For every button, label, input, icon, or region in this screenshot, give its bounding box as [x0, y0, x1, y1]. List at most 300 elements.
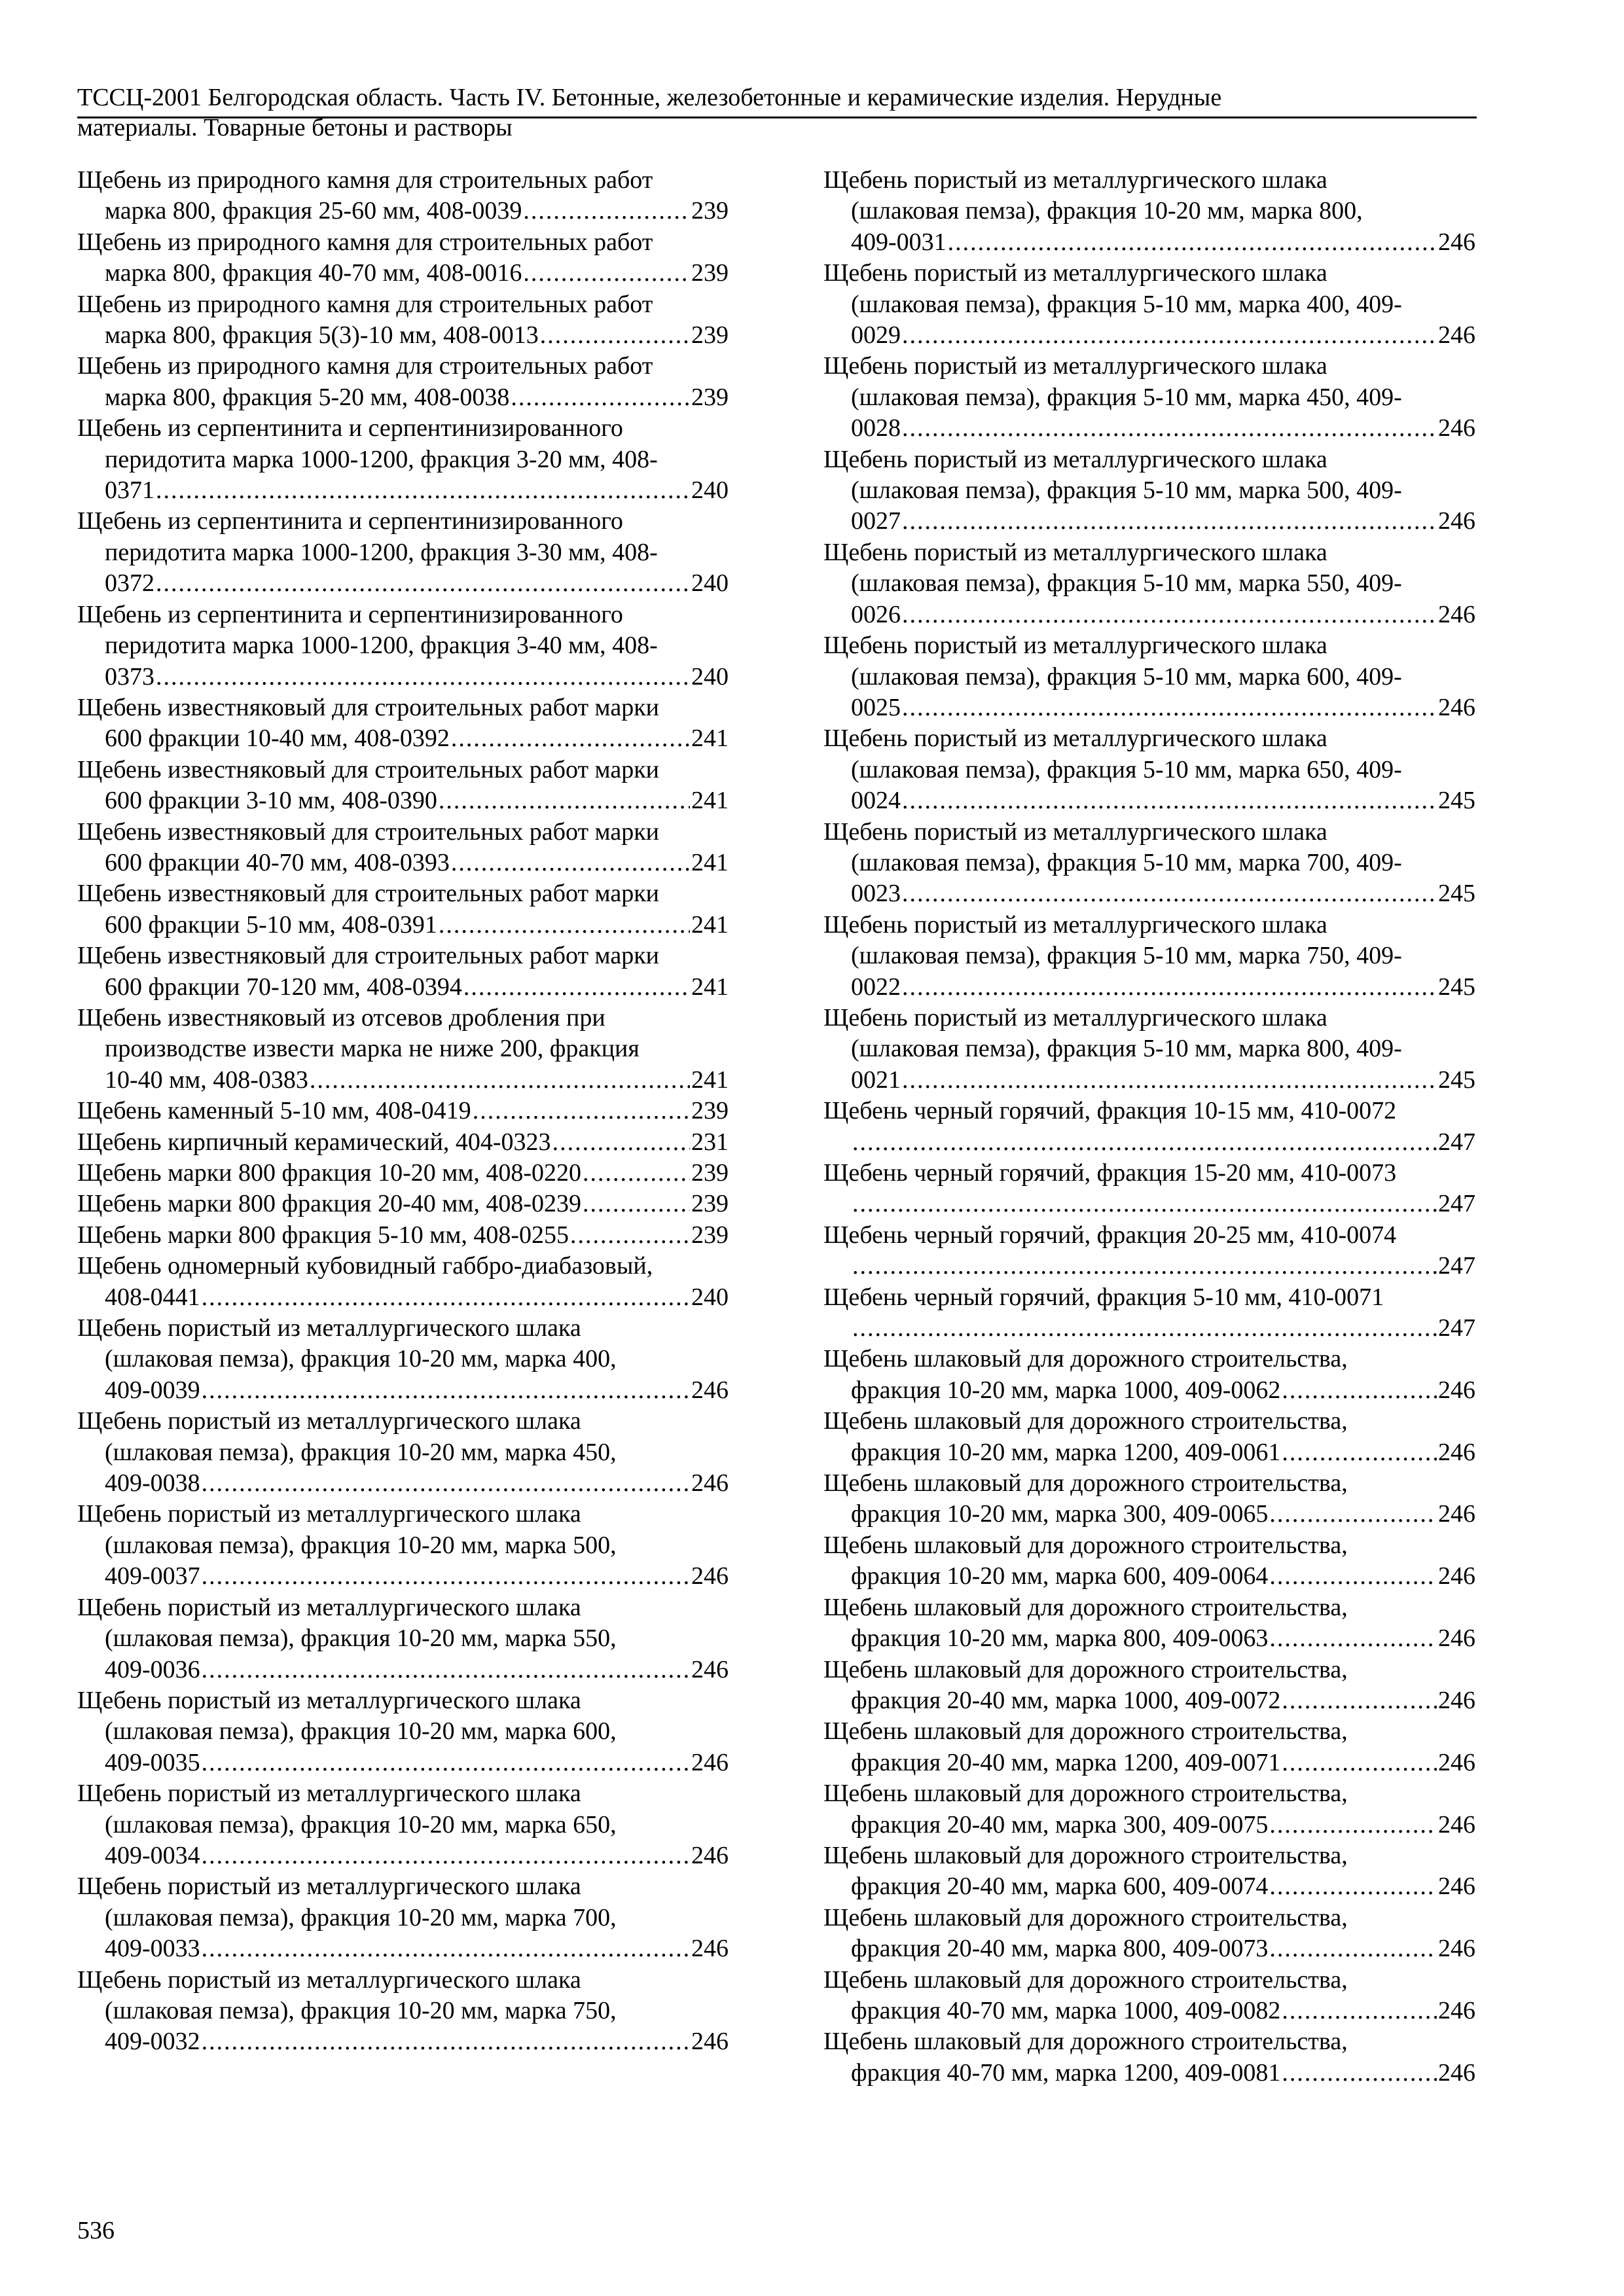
index-entry	[77, 692, 729, 755]
entry-text: 409-0031	[851, 228, 947, 256]
index-entry	[77, 227, 729, 289]
index-entry	[77, 506, 729, 599]
entry-text-line: (шлаковая пемза), фракция 10-20 мм, марка 450,	[105, 1438, 617, 1466]
entry-text: 0029	[851, 321, 901, 350]
entry-text-line: Щебень шлаковый для дорожного строительства,	[823, 1717, 1348, 1746]
entry-text: Щебень кирпичный керамический, 404-0323	[77, 1128, 551, 1156]
entry-text-line: Щебень из серпентинита и серпентинизированного	[77, 507, 623, 535]
page-reference: 246	[1438, 507, 1475, 535]
running-header	[77, 82, 1475, 143]
dot-leader	[511, 382, 690, 413]
page-reference: 241	[691, 787, 729, 815]
index-entry	[77, 1158, 729, 1189]
entry-text-line: Щебень из серпентинита и серпентинизированного	[77, 414, 623, 442]
entry-text: 600 фракции 40-70 мм, 408-0393	[105, 848, 450, 876]
entry-text-line: (шлаковая пемза), фракция 10-20 мм, марка 800,	[851, 197, 1363, 225]
index-entry	[77, 817, 729, 879]
entry-text: фракция 10-20 мм, марка 1000, 409-0062	[851, 1376, 1281, 1404]
entry-text: 409-0037	[105, 1562, 200, 1590]
dot-leader	[439, 785, 690, 816]
entry-text-line: Щебень пористый из металлургического шлака	[77, 1593, 581, 1621]
page-reference: 231	[691, 1128, 729, 1156]
index-entry	[823, 1406, 1475, 1468]
entry-text-line: Щебень черный горячий, фракция 10-15 мм, 410-0072	[823, 1097, 1397, 1125]
page-reference: 246	[691, 2028, 729, 2056]
entry-last-line	[851, 1189, 1475, 1219]
page-reference: 240	[691, 476, 729, 505]
entry-text-line: Щебень черный горячий, фракция 15-20 мм, 410-0073	[823, 1159, 1397, 1187]
entry-last-line	[851, 1561, 1475, 1592]
entry-last-line	[851, 600, 1475, 630]
index-entry	[77, 165, 729, 227]
entry-text: фракция 10-20 мм, марка 600, 409-0064	[851, 1562, 1269, 1590]
page-reference: 246	[1438, 1686, 1475, 1714]
page-reference: 246	[1438, 693, 1475, 721]
entry-text: 408-0441	[105, 1283, 200, 1311]
index-entry	[77, 1965, 729, 2058]
index-entry	[823, 1716, 1475, 1778]
entry-text: Щебень каменный 5-10 мм, 408-0419	[77, 1097, 471, 1125]
dot-leader	[1282, 2058, 1437, 2089]
dot-leader	[1282, 1375, 1437, 1406]
entry-last-line	[851, 1375, 1475, 1406]
entry-text-line: Щебень из природного камня для строительных работ	[77, 290, 653, 318]
entry-last-line	[105, 382, 729, 413]
entry-last-line	[105, 1748, 729, 1778]
index-entry	[77, 1251, 729, 1313]
dot-leader	[902, 972, 1437, 1003]
entry-text: 409-0033	[105, 1935, 200, 1963]
entry-text-line: Щебень черный горячий, фракция 20-25 мм, 410-0074	[823, 1221, 1397, 1249]
entry-last-line	[77, 1189, 729, 1219]
entry-text-line: Щебень шлаковый для дорожного строительства,	[823, 1841, 1348, 1869]
page-reference: 239	[691, 1221, 729, 1249]
index-entry	[823, 2026, 1475, 2089]
entry-last-line	[851, 1871, 1475, 1902]
entry-last-line	[105, 785, 729, 816]
dot-leader	[202, 1282, 690, 1313]
index-column-left	[77, 165, 729, 2058]
entry-text-line: Щебень известняковый для строительных работ марки	[77, 693, 660, 721]
index-entry	[77, 1871, 729, 1964]
entry-text-line: Щебень пористый из металлургического шлака	[823, 1003, 1327, 1031]
entry-last-line	[105, 568, 729, 599]
entry-last-line	[851, 1748, 1475, 1778]
entry-text-line: (шлаковая пемза), фракция 5-10 мм, марка 650, 409-	[851, 755, 1402, 783]
dot-leader	[310, 1065, 690, 1096]
entry-text: фракция 10-20 мм, марка 1200, 409-0061	[851, 1438, 1281, 1466]
page-reference: 246	[1438, 1810, 1475, 1839]
page-reference: 246	[1438, 414, 1475, 442]
entry-text: 0028	[851, 414, 901, 442]
entry-text-line: перидотита марка 1000-1200, фракция 3-30 мм, 408-	[105, 538, 658, 566]
dot-leader	[451, 848, 690, 878]
entry-last-line	[105, 972, 729, 1003]
index-entry	[823, 165, 1475, 258]
dot-leader	[902, 413, 1437, 444]
entry-text-line: (шлаковая пемза), фракция 5-10 мм, марка 500, 409-	[851, 476, 1402, 505]
entry-text-line: Щебень пористый из металлургического шлака	[77, 1314, 581, 1342]
entry-text: 0022	[851, 973, 901, 1001]
dot-leader	[583, 1189, 690, 1219]
entry-last-line	[77, 1158, 729, 1189]
entry-text: марка 800, фракция 25-60 мм, 408-0039	[105, 197, 522, 225]
entry-text-line: (шлаковая пемза), фракция 10-20 мм, марка 750,	[105, 1996, 617, 2024]
entry-text-line: (шлаковая пемза), фракция 5-10 мм, марка 750, 409-	[851, 942, 1402, 970]
entry-last-line	[105, 848, 729, 878]
dot-leader	[902, 1065, 1437, 1096]
dot-leader	[202, 1655, 690, 1685]
entry-text-line: Щебень пористый из металлургического шлака	[823, 259, 1327, 287]
page-reference: 246	[691, 1841, 729, 1869]
dot-leader	[852, 1251, 1437, 1282]
page-reference: 246	[1438, 1376, 1475, 1404]
entry-text: фракция 10-20 мм, марка 800, 409-0063	[851, 1624, 1269, 1653]
entry-last-line	[851, 1127, 1475, 1158]
entry-last-line	[105, 475, 729, 506]
entry-text: 600 фракции 70-120 мм, 408-0394	[105, 973, 462, 1001]
index-entry	[823, 910, 1475, 1003]
entry-last-line	[105, 1282, 729, 1313]
entry-text-line: Щебень шлаковый для дорожного строительства,	[823, 1531, 1348, 1559]
entry-text: 409-0035	[105, 1748, 200, 1776]
entry-text-line: (шлаковая пемза), фракция 5-10 мм, марка 600, 409-	[851, 662, 1402, 691]
page-reference: 247	[1438, 1190, 1475, 1218]
entry-text: 0025	[851, 693, 901, 721]
entry-text: 0021	[851, 1066, 901, 1094]
page-reference: 246	[1438, 1996, 1475, 2024]
entry-text-line: (шлаковая пемза), фракция 5-10 мм, марка 400, 409-	[851, 290, 1402, 318]
entry-text: фракция 20-40 мм, марка 300, 409-0075	[851, 1810, 1269, 1839]
dot-leader	[1269, 1810, 1437, 1840]
entry-text: фракция 10-20 мм, марка 300, 409-0065	[851, 1500, 1269, 1528]
page-reference: 239	[691, 197, 729, 225]
entry-text: Щебень марки 800 фракция 5-10 мм, 408-0255	[77, 1221, 569, 1249]
entry-text-line: Щебень шлаковый для дорожного строительства,	[823, 1407, 1348, 1435]
entry-last-line	[77, 1096, 729, 1126]
entry-last-line	[851, 1623, 1475, 1654]
page-reference: 239	[691, 321, 729, 350]
entry-text: 10-40 мм, 408-0383	[105, 1066, 308, 1094]
dot-leader	[1269, 1499, 1437, 1530]
entry-last-line	[105, 1655, 729, 1685]
entry-last-line	[851, 1810, 1475, 1840]
entry-text-line: (шлаковая пемза), фракция 10-20 мм, марка 550,	[105, 1624, 617, 1653]
entry-text-line: Щебень известняковый для строительных работ марки	[77, 755, 660, 783]
entry-text: 600 фракции 3-10 мм, 408-0390	[105, 787, 437, 815]
index-entry	[77, 1313, 729, 1406]
entry-text-line: Щебень пористый из металлургического шлака	[77, 1873, 581, 1901]
dot-leader	[439, 910, 690, 941]
page-reference: 239	[691, 1097, 729, 1125]
page-reference: 246	[1438, 1748, 1475, 1776]
entry-last-line	[851, 2058, 1475, 2089]
entry-text-line: Щебень пористый из металлургического шлака	[77, 1500, 581, 1528]
entry-text: 409-0038	[105, 1469, 200, 1498]
dot-leader	[156, 662, 690, 692]
entry-text-line: Щебень шлаковый для дорожного строительства,	[823, 1965, 1348, 1994]
entry-text: марка 800, фракция 40-70 мм, 408-0016	[105, 259, 522, 287]
entry-text-line: (шлаковая пемза), фракция 5-10 мм, марка 550, 409-	[851, 569, 1402, 598]
entry-last-line	[105, 1065, 729, 1096]
dot-leader	[1282, 1748, 1437, 1778]
page-reference: 241	[691, 725, 729, 753]
entry-last-line	[851, 1499, 1475, 1530]
index-entry	[77, 1778, 729, 1871]
entry-last-line	[851, 1437, 1475, 1468]
entry-text-line: Щебень пористый из металлургического шлака	[823, 352, 1327, 380]
entry-text-line: (шлаковая пемза), фракция 5-10 мм, марка 450, 409-	[851, 383, 1402, 411]
page-reference: 247	[1438, 1314, 1475, 1342]
entry-last-line	[851, 506, 1475, 537]
index-entry	[823, 1220, 1475, 1282]
entry-text: фракция 20-40 мм, марка 600, 409-0074	[851, 1873, 1269, 1901]
entry-last-line	[851, 320, 1475, 351]
entry-last-line	[105, 723, 729, 754]
dot-leader	[202, 1375, 690, 1406]
page-reference: 241	[691, 973, 729, 1001]
page-reference: 246	[1438, 1500, 1475, 1528]
page-reference: 245	[1438, 973, 1475, 1001]
dot-leader	[202, 1840, 690, 1871]
page-reference: 239	[691, 1190, 729, 1218]
entry-text: Щебень марки 800 фракция 10-20 мм, 408-0220	[77, 1159, 582, 1187]
entry-last-line	[105, 2026, 729, 2057]
entry-text-line: перидотита марка 1000-1200, фракция 3-40 мм, 408-	[105, 632, 658, 660]
entry-text-line: (шлаковая пемза), фракция 5-10 мм, марка 800, 409-	[851, 1035, 1402, 1063]
entry-text: 0027	[851, 507, 901, 535]
entry-last-line	[851, 1251, 1475, 1282]
entry-text: фракция 20-40 мм, марка 1000, 409-0072	[851, 1686, 1281, 1714]
entry-text-line: Щебень пористый из металлургического шлака	[77, 1407, 581, 1435]
dot-leader	[202, 1561, 690, 1592]
entry-text: фракция 20-40 мм, марка 800, 409-0073	[851, 1935, 1269, 1963]
index-entry	[823, 630, 1475, 723]
dot-leader	[1269, 1561, 1437, 1592]
page-reference: 246	[1438, 1562, 1475, 1590]
index-entry	[77, 289, 729, 351]
entry-text-line: Щебень известняковый для строительных работ марки	[77, 817, 660, 846]
entry-text: марка 800, фракция 5(3)-10 мм, 408-0013	[105, 321, 539, 350]
dot-leader	[852, 1127, 1437, 1158]
dot-leader	[473, 1096, 690, 1126]
entry-last-line	[851, 413, 1475, 444]
dot-leader	[902, 506, 1437, 537]
entry-last-line	[851, 1933, 1475, 1964]
entry-last-line	[851, 1685, 1475, 1716]
entry-last-line	[851, 785, 1475, 816]
entry-text: 409-0034	[105, 1841, 200, 1869]
entry-text-line: Щебень пористый из металлургического шлака	[77, 1780, 581, 1808]
entry-text-line: Щебень одномерный кубовидный габбро-диабазовый,	[77, 1252, 653, 1280]
dot-leader	[1269, 1933, 1437, 1964]
header-divider	[77, 117, 1477, 118]
index-entry	[823, 1282, 1475, 1344]
index-entry	[823, 1468, 1475, 1530]
index-entry	[77, 1003, 729, 1096]
dot-leader	[523, 196, 690, 226]
index-entry	[823, 1840, 1475, 1903]
entry-text-line: Щебень из природного камня для строительных работ	[77, 352, 653, 380]
entry-text: 0371	[105, 476, 154, 505]
entry-text-line: (шлаковая пемза), фракция 10-20 мм, марка 400,	[105, 1345, 617, 1373]
index-entry	[77, 413, 729, 506]
dot-leader	[202, 2026, 690, 2057]
dot-leader	[552, 1127, 690, 1158]
index-entry	[77, 1499, 729, 1592]
dot-leader	[902, 320, 1437, 351]
entry-last-line	[77, 1127, 729, 1158]
page-reference: 241	[691, 848, 729, 876]
index-entry	[823, 1778, 1475, 1840]
entry-text-line: Щебень шлаковый для дорожного строительства,	[823, 1903, 1348, 1931]
entry-text-line: Щебень из серпентинита и серпентинизированного	[77, 600, 623, 628]
page-reference: 245	[1438, 880, 1475, 908]
entry-last-line	[851, 1065, 1475, 1096]
index-entry	[823, 817, 1475, 910]
entry-last-line	[105, 1375, 729, 1406]
index-entry	[77, 878, 729, 941]
dot-leader	[202, 1468, 690, 1499]
page-reference: 246	[691, 1469, 729, 1498]
page-reference: 246	[1438, 2058, 1475, 2087]
index-entry	[823, 723, 1475, 816]
page-reference: 246	[691, 1376, 729, 1404]
entry-last-line	[851, 1996, 1475, 2026]
entry-last-line	[105, 320, 729, 351]
header-line-2: материалы. Товарные бетоны и растворы	[77, 114, 513, 141]
index-entry	[823, 1655, 1475, 1717]
entry-text-line: Щебень шлаковый для дорожного строительства,	[823, 1345, 1348, 1373]
page-reference: 239	[691, 1159, 729, 1187]
entry-text: 409-0032	[105, 2028, 200, 2056]
page-reference: 246	[691, 1748, 729, 1776]
entry-text-line: Щебень пористый из металлургического шлака	[823, 445, 1327, 473]
entry-text-line: Щебень пористый из металлургического шлака	[77, 1686, 581, 1714]
dot-leader	[852, 1313, 1437, 1344]
page-reference: 246	[1438, 600, 1475, 628]
page-reference: 246	[1438, 1438, 1475, 1466]
index-entry	[823, 1965, 1475, 2027]
page-reference: 239	[691, 383, 729, 411]
entry-text: 409-0036	[105, 1655, 200, 1683]
entry-text: марка 800, фракция 5-20 мм, 408-0038	[105, 383, 510, 411]
page-reference: 245	[1438, 787, 1475, 815]
index-entry	[77, 1127, 729, 1158]
dot-leader	[902, 785, 1437, 816]
index-entry	[823, 444, 1475, 537]
page-reference: 246	[1438, 1624, 1475, 1653]
entry-last-line	[851, 878, 1475, 909]
entry-last-line	[851, 972, 1475, 1003]
entry-text: 0372	[105, 569, 154, 598]
dot-leader	[202, 1748, 690, 1778]
index-entry	[823, 1592, 1475, 1655]
entry-text-line: Щебень известняковый из отсевов дробления при	[77, 1003, 605, 1031]
entry-last-line	[105, 1561, 729, 1592]
index-entry	[823, 258, 1475, 351]
dot-leader	[523, 258, 690, 289]
dot-leader	[583, 1158, 690, 1189]
entry-text: 600 фракции 10-40 мм, 408-0392	[105, 725, 450, 753]
index-entry	[823, 1903, 1475, 1965]
entry-text: фракция 40-70 мм, марка 1200, 409-0081	[851, 2058, 1281, 2087]
entry-last-line	[851, 1313, 1475, 1344]
index-column-right	[823, 165, 1475, 2089]
entry-text-line: Щебень шлаковый для дорожного строительства,	[823, 1655, 1348, 1683]
index-entry	[77, 1685, 729, 1778]
entry-text: 0026	[851, 600, 901, 628]
entry-last-line	[105, 1840, 729, 1871]
dot-leader	[570, 1220, 690, 1251]
dot-leader	[1269, 1871, 1437, 1902]
entry-text-line: Щебень из природного камня для строительных работ	[77, 166, 653, 194]
entry-text-line: Щебень шлаковый для дорожного строительства,	[823, 1780, 1348, 1808]
entry-text-line: Щебень пористый из металлургического шлака	[823, 538, 1327, 566]
entry-text-line: Щебень черный горячий, фракция 5-10 мм, 410-0071	[823, 1283, 1384, 1311]
entry-text-line: производстве извести марка не ниже 200, фракция	[105, 1035, 640, 1063]
index-entry	[823, 1096, 1475, 1158]
entry-last-line	[105, 662, 729, 692]
page-reference: 245	[1438, 1066, 1475, 1094]
index-entry	[77, 600, 729, 692]
entry-text-line: Щебень пористый из металлургического шлака	[823, 910, 1327, 939]
entry-text-line: (шлаковая пемза), фракция 10-20 мм, марка 650,	[105, 1810, 617, 1839]
entry-text-line: Щебень известняковый для строительных работ марки	[77, 942, 660, 970]
entry-last-line	[851, 692, 1475, 723]
index-entry	[823, 1530, 1475, 1592]
page-reference: 240	[691, 1283, 729, 1311]
dot-leader	[540, 320, 690, 351]
dot-leader	[451, 723, 690, 754]
dot-leader	[852, 1189, 1437, 1219]
entry-text-line: (шлаковая пемза), фракция 10-20 мм, марка 500,	[105, 1531, 617, 1559]
dot-leader	[463, 972, 690, 1003]
entry-text-line: Щебень пористый из металлургического шлака	[823, 166, 1327, 194]
index-entry	[77, 1406, 729, 1499]
page-reference: 240	[691, 662, 729, 691]
entry-text-line: Щебень из природного камня для строительных работ	[77, 228, 653, 256]
entry-text-line: Щебень шлаковый для дорожного строительства,	[823, 2028, 1348, 2056]
index-entry	[77, 1220, 729, 1251]
page-reference: 246	[1438, 228, 1475, 256]
page-reference: 247	[1438, 1252, 1475, 1280]
entry-last-line	[77, 1220, 729, 1251]
page-reference: 241	[691, 1066, 729, 1094]
dot-leader	[1282, 1437, 1437, 1468]
header-line-1: ТССЦ-2001 Белгородская область. Часть IV. Бетонные, железобетонные и керамические изделия. Нерудные	[77, 84, 1222, 111]
page-reference: 240	[691, 569, 729, 598]
dot-leader	[202, 1933, 690, 1964]
entry-text-line: (шлаковая пемза), фракция 10-20 мм, марка 700,	[105, 1903, 617, 1931]
entry-text-line: перидотита марка 1000-1200, фракция 3-20 мм, 408-	[105, 445, 658, 473]
dot-leader	[1282, 1685, 1437, 1716]
dot-leader	[948, 227, 1437, 258]
page-reference: 239	[691, 259, 729, 287]
entry-text-line: Щебень известняковый для строительных работ марки	[77, 880, 660, 908]
entry-text: 0023	[851, 880, 901, 908]
index-entry	[77, 1189, 729, 1219]
index-entry	[77, 755, 729, 817]
entry-text-line: Щебень пористый из металлургического шлака	[823, 725, 1327, 753]
entry-text-line: Щебень пористый из металлургического шлака	[823, 632, 1327, 660]
entry-last-line	[105, 1933, 729, 1964]
dot-leader	[902, 692, 1437, 723]
dot-leader	[1282, 1996, 1437, 2026]
index-entry	[77, 1592, 729, 1685]
dot-leader	[902, 600, 1437, 630]
index-entry	[823, 1158, 1475, 1220]
